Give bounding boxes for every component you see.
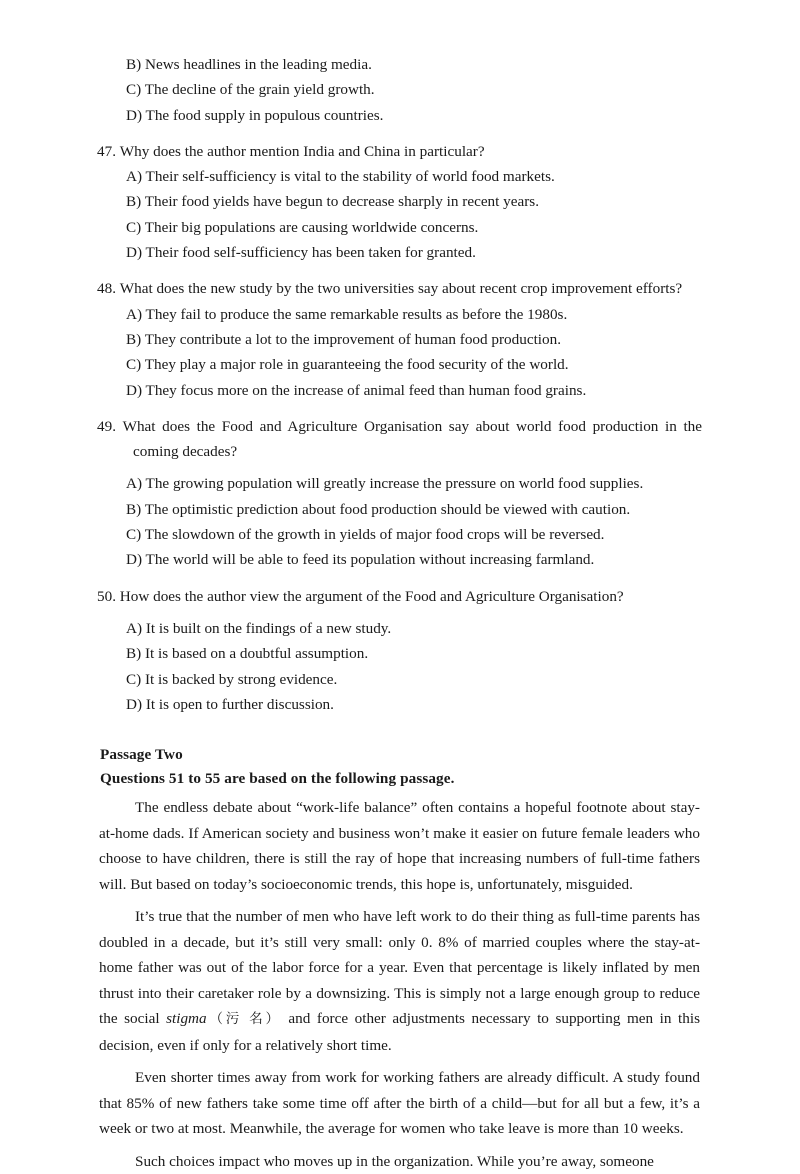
option-item: D) It is open to further discussion. xyxy=(126,695,334,713)
passage-title: Passage Two xyxy=(100,746,183,764)
option-item: D) The food supply in populous countries. xyxy=(126,106,384,124)
spacer xyxy=(97,609,702,616)
spacer xyxy=(97,575,702,584)
option-item: A) They fail to produce the same remarkable results as before the 1980s. xyxy=(126,305,568,323)
option-item: D) The world will be able to feed its population without increasing farmland. xyxy=(126,551,595,569)
option-item: C) It is backed by strong evidence. xyxy=(126,670,338,688)
option-item: A) Their self-sufficiency is vital to the stability of world food markets. xyxy=(126,168,555,186)
question-stem: 48. What does the new study by the two universities say about recent crop improvement efforts? xyxy=(97,280,683,298)
passage-paragraph: Even shorter times away from work for working fathers are already difficult. A study found that 85% of new fathers take some time off after the birth of a child—but for all but a few, it’s a week or two at most. Meanwhile, the average for women who take leave is more than 10 weeks. xyxy=(99,1069,700,1138)
question-stem: 50. How does the author view the argument of the Food and Agriculture Organisation? xyxy=(97,587,624,605)
option-item: B) Their food yields have begun to decrease sharply in recent years. xyxy=(126,193,540,211)
chinese-gloss: （污 名） xyxy=(206,1011,282,1028)
option-item: D) Their food self-sufficiency has been taken for granted. xyxy=(126,244,476,262)
question-46-trailing-options xyxy=(97,52,702,128)
spacer xyxy=(97,267,702,276)
option-item: B) News headlines in the leading media. xyxy=(126,56,372,73)
question-48 xyxy=(97,276,702,402)
spacer xyxy=(97,464,702,471)
page-content xyxy=(97,52,702,1174)
passage-paragraph: Such choices impact who moves up in the organization. While you’re away, someone xyxy=(135,1152,654,1170)
option-item: C) The slowdown of the growth in yields of major food crops will be reversed. xyxy=(126,526,605,544)
question-stem: 47. Why does the author mention India and China in particular? xyxy=(97,142,485,160)
spacer xyxy=(97,130,702,139)
option-item: C) They play a major role in guaranteeing the food security of the world. xyxy=(126,356,569,374)
option-item: D) They focus more on the increase of animal feed than human food grains. xyxy=(126,381,587,399)
option-item: A) The growing population will greatly increase the pressure on world food supplies. xyxy=(126,475,644,493)
question-50 xyxy=(97,584,702,717)
option-item: A) It is built on the findings of a new study. xyxy=(126,619,392,637)
spacer xyxy=(97,405,702,414)
option-item: B) They contribute a lot to the improvement of human food production. xyxy=(126,330,562,348)
option-item: B) It is based on a doubtful assumption. xyxy=(126,645,369,663)
passage-directions: Questions 51 to 55 are based on the following passage. xyxy=(100,770,455,788)
passage-paragraph: The endless debate about “work-life balance” often contains a hopeful footnote about stay-at-home dads. If American society and business won’t make it easier on future female leaders who choose to have children, there is still the ray of hope that increasing numbers of full-time fathers will. But based on today’s socioeconomic trends, this hope is, unfortunately, misguided. xyxy=(99,799,700,893)
option-item: B) The optimistic prediction about food production should be viewed with caution. xyxy=(126,500,631,518)
option-item: C) Their big populations are causing worldwide concerns. xyxy=(126,218,479,236)
option-item: C) The decline of the grain yield growth. xyxy=(126,81,375,99)
question-49 xyxy=(97,414,702,573)
question-stem: 49. What does the Food and Agriculture Organisation say about world food production in the coming decades? xyxy=(97,417,703,461)
passage-paragraph: It’s true that the number of men who have left work to do their thing as full-time parents has doubled in a decade, but it’s still very small: only 0. 8% of married couples where the stay-at-home father was out of the labor force for a year. Even that percentage is likely inflated by men thrust into their caretaker role by a downsizing. This is simply not a large enough group to reduce the social stigma（污 名） and force other adjustments necessary to supporting men in this decision, even if only for a relatively short time. xyxy=(99,908,700,1054)
passage-heading-block xyxy=(97,743,702,791)
question-47 xyxy=(97,139,702,265)
italic-term: stigma xyxy=(166,1010,207,1028)
